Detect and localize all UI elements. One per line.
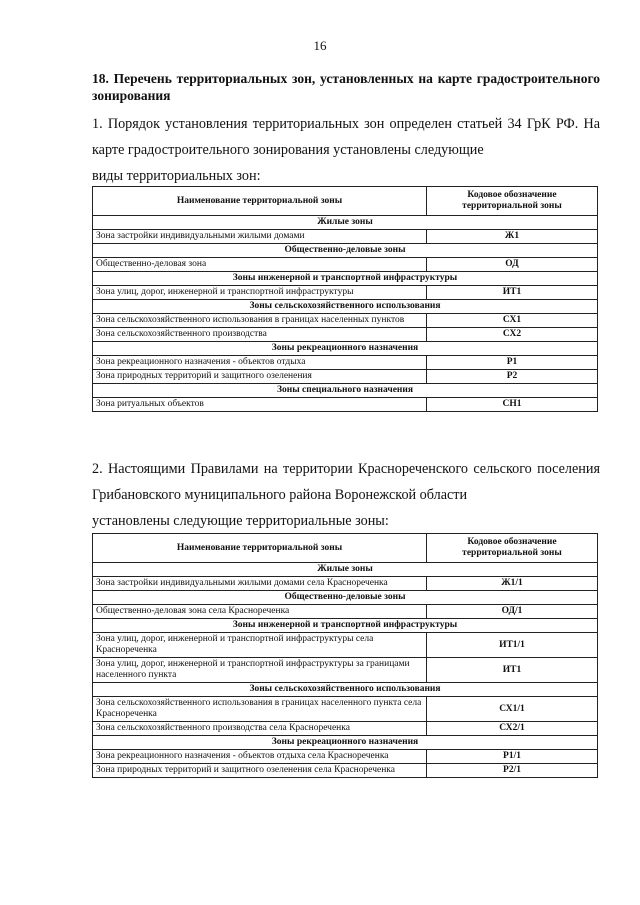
group-label: Жилые зоны [93,216,598,230]
zone-code-cell: Ж1/1 [427,577,598,591]
zone-name-cell: Общественно-деловая зона [93,258,427,272]
zone-code-cell: Р1/1 [427,750,598,764]
table-header-row [93,534,598,563]
paragraph-2-last-line: установлены следующие территориальные зоны: [92,513,389,529]
group-row [93,683,598,697]
group-row [93,736,598,750]
zone-name-cell: Зона сельскохозяйственного использования в границах населенного пункта села Краснореченка [93,697,427,722]
zone-name-cell: Зона улиц, дорог, инженерной и транспортной инфраструктуры села Краснореченка [93,633,427,658]
zone-name-cell: Зона улиц, дорог, инженерной и транспортной инфраструктуры [93,286,427,300]
table-row [93,658,598,683]
table-row [93,370,598,384]
table-row [93,314,598,328]
group-label: Зоны сельскохозяйственного использования [93,300,598,314]
zone-name-cell: Зона ритуальных объектов [93,398,427,412]
header-name: Наименование территориальной зоны [93,187,427,216]
table-row [93,230,598,244]
group-label: Зоны инженерной и транспортной инфраструктуры [93,619,598,633]
table-row [93,605,598,619]
zone-code-cell: ИТ1 [427,286,598,300]
zone-name-cell: Зона застройки индивидуальными жилыми домами села Краснореченка [93,577,427,591]
group-label: Зоны инженерной и транспортной инфраструктуры [93,272,598,286]
header-code: Кодовое обозначение территориальной зоны [427,534,598,563]
zone-name-cell: Зона застройки индивидуальными жилыми домами [93,230,427,244]
table-row [93,258,598,272]
group-label: Зоны рекреационного назначения [93,736,598,750]
group-row [93,384,598,398]
group-row [93,300,598,314]
zone-name-cell: Зона природных территорий и защитного озеленения села Краснореченка [93,764,427,778]
table-row [93,633,598,658]
zone-name-cell: Зона сельскохозяйственного использования в границах населенных пунктов [93,314,427,328]
zone-code-cell: СХ1 [427,314,598,328]
table-header-row [93,187,598,216]
group-label: Общественно-деловые зоны [93,244,598,258]
table-row [93,764,598,778]
table-row [93,328,598,342]
header-code: Кодовое обозначение территориальной зоны [427,187,598,216]
group-row [93,216,598,230]
zone-code-cell: ОД/1 [427,605,598,619]
zone-code-cell: СХ2/1 [427,722,598,736]
zone-name-cell: Зона рекреационного назначения - объектов отдыха села Краснореченка [93,750,427,764]
zone-name-cell: Зона рекреационного назначения - объектов отдыха [93,356,427,370]
paragraph-2 [92,456,600,534]
group-row [93,591,598,605]
paragraph-1 [92,111,600,189]
table-row [93,398,598,412]
zone-name-cell: Зона природных территорий и защитного озеленения [93,370,427,384]
table-row [93,286,598,300]
group-row [93,244,598,258]
zone-name-cell: Общественно-деловая зона села Краснореченка [93,605,427,619]
zone-name-cell: Зона сельскохозяйственного производства села Краснореченка [93,722,427,736]
table-row [93,356,598,370]
zones-table-local [92,533,598,778]
group-label: Зоны специального назначения [93,384,598,398]
group-label: Зоны сельскохозяйственного использования [93,683,598,697]
group-row [93,342,598,356]
zone-code-cell: СХ2 [427,328,598,342]
group-row [93,272,598,286]
group-label: Зоны рекреационного назначения [93,342,598,356]
zone-code-cell: ИТ1/1 [427,633,598,658]
group-row [93,619,598,633]
section-title: 18. Перечень территориальных зон, установленных на карте градостроительного зонирования [92,71,600,103]
table-row [93,577,598,591]
paragraph-1-body: 1. Порядок установления территориальных зон определен статьей 34 ГрК РФ. На карте градостроительного зонирования установлены следующие [92,116,600,158]
zone-code-cell: ИТ1 [427,658,598,683]
paragraph-2-body: 2. Настоящими Правилами на территории Краснореченского сельского поселения Грибановского муниципального района Воронежской области [92,461,600,503]
zone-code-cell: Ж1 [427,230,598,244]
group-label: Жилые зоны [93,563,598,577]
table-row [93,722,598,736]
zone-code-cell: Р1 [427,356,598,370]
page-number: 16 [313,38,327,53]
zone-code-cell: ОД [427,258,598,272]
zone-name-cell: Зона улиц, дорог, инженерной и транспортной инфраструктуры за границами населенного пункта [93,658,427,683]
header-name: Наименование территориальной зоны [93,534,427,563]
zone-code-cell: Р2/1 [427,764,598,778]
group-row [93,563,598,577]
table-row [93,697,598,722]
paragraph-1-last-line: виды территориальных зон: [92,168,261,184]
zone-name-cell: Зона сельскохозяйственного производства [93,328,427,342]
group-label: Общественно-деловые зоны [93,591,598,605]
zone-code-cell: Р2 [427,370,598,384]
zone-code-cell: СХ1/1 [427,697,598,722]
zone-code-cell: СН1 [427,398,598,412]
table-row [93,750,598,764]
zones-table-general [92,186,598,412]
